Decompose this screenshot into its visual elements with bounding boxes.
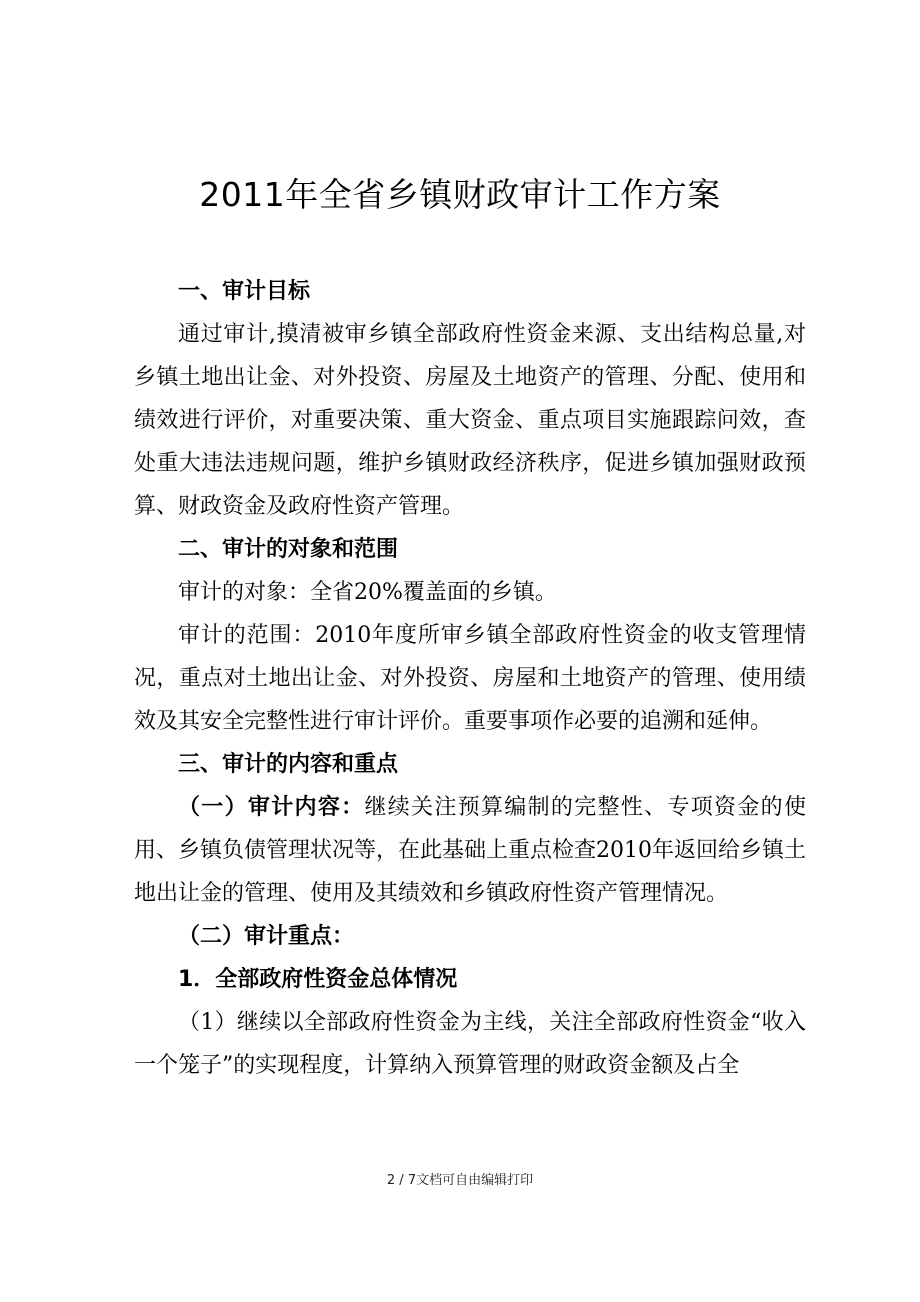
document-body bbox=[134, 270, 806, 1087]
paragraph-audit-content bbox=[134, 786, 806, 915]
document-title: 2011年全省乡镇财政审计工作方案 bbox=[199, 175, 721, 214]
paragraph-audit-object: 审计的对象：全省20%覆盖面的乡镇。 bbox=[178, 580, 557, 605]
section-heading-audit-content: 三、审计的内容和重点 bbox=[178, 752, 399, 777]
section-heading-audit-scope: 二、审计的对象和范围 bbox=[178, 537, 399, 562]
item-heading-total-funds: 1．全部政府性资金总体情况 bbox=[178, 967, 458, 992]
paragraph-audit-goal: 通过审计,摸清被审乡镇全部政府性资金来源、支出结构总量,对乡镇土地出让金、对外投资、房屋及土地资产的管理、分配、使用和绩效进行评价，对重要决策、重大资金、重点项目实施跟踪问效，查处重大违法违规问题，维护乡镇财政经济秩序，促进乡镇加强财政预算、财政资金及政府性资产管理。 bbox=[134, 322, 806, 519]
paragraph-total-funds: （1）继续以全部政府性资金为主线，关注全部政府性资金“收入一个笼子”的实现程度，计算纳入预算管理的财政资金额及占全 bbox=[134, 1010, 806, 1078]
subheading-audit-content: （一）审计内容： bbox=[178, 795, 365, 820]
paragraph-audit-content-text: 继续关注预算编制的完整性、专项资金的使用、乡镇负债管理状况等，在此基础上重点检查2010年返回给乡镇土地出让金的管理、使用及其绩效和乡镇政府性资产管理情况。 bbox=[134, 795, 806, 906]
paragraph-audit-range: 审计的范围：2010年度所审乡镇全部政府性资金的收支管理情况，重点对土地出让金、对外投资、房屋和土地资产的管理、使用绩效及其安全完整性进行审计评价。重要事项作必要的追溯和延伸。 bbox=[134, 623, 806, 734]
page-footer: 2 / 7文档可自由编辑打印 bbox=[386, 1173, 534, 1188]
section-heading-audit-goal: 一、审计目标 bbox=[178, 279, 311, 304]
subheading-audit-focus: （二）审计重点： bbox=[178, 924, 355, 949]
